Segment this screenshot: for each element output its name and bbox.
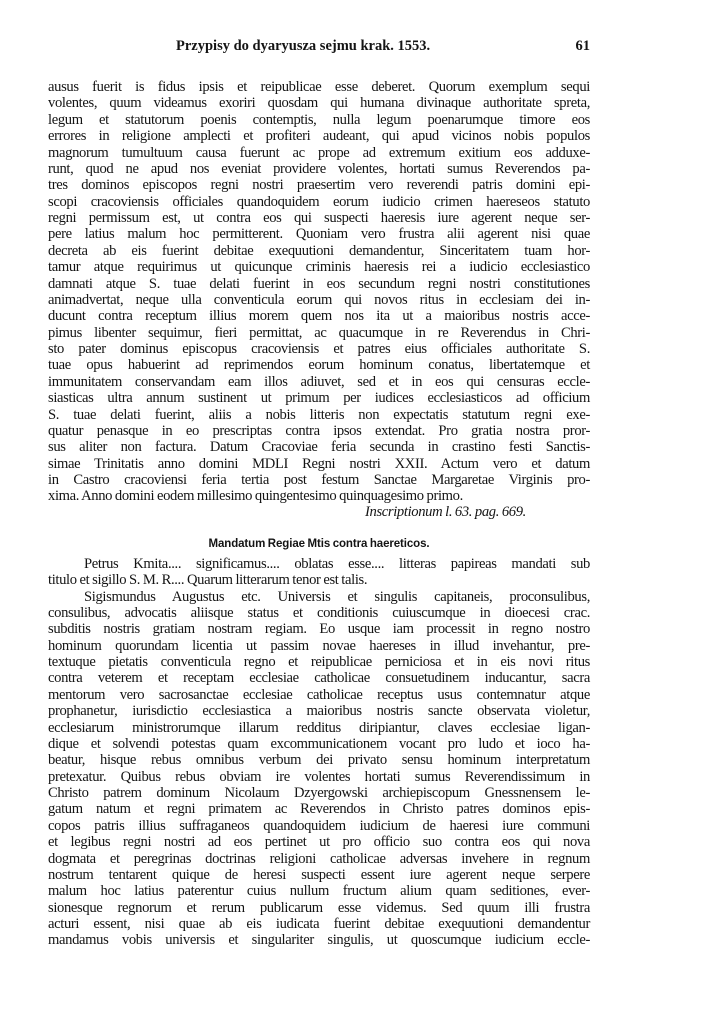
page-body xyxy=(48,79,590,949)
text-line: ducunt contra receptum illius morem quem nos ita ut a maioribus nostris acce- xyxy=(48,308,590,325)
page-number: 61 xyxy=(575,38,590,54)
paragraph-letter-ending xyxy=(48,79,590,505)
text-line: legum et statutorum poenis contemptis, nulla legum poenarumque timore eos xyxy=(48,111,590,128)
text-line: beatur, hisque rebus omnibus verbum dei privato sensu hominum interpretatum xyxy=(48,752,590,769)
text-line: malum hoc latius paterentur cuius nullum fructum alium quam seditiones, ever- xyxy=(48,883,590,900)
text-line: decreta ab eis fuerint debitae exequutioni demandentur, Sinceritatem tuam hor- xyxy=(48,242,590,259)
text-line: ausus fuerit is fidus ipsis et reipublicae esse deberet. Quorum exemplum sequi xyxy=(48,79,590,95)
text-line: errores in religione amplecti et profiteri audeant, qui apud vicinos nobis populos xyxy=(48,128,590,145)
text-line: et legibus regni nostri ad eos pertinet ut pro officio suo contra eos qui nova xyxy=(48,834,590,851)
source-citation: Inscriptionum l. 63. pag. 669. xyxy=(364,503,526,520)
text-line: acturi essent, nisi quae ab eis iudicata fuerint debitae exequutioni demandentur xyxy=(48,916,590,932)
text-line: pretexatur. Quibus rebus obviam ire volentes hortati sumus Reverendissimum in xyxy=(48,768,590,785)
section-heading: Mandatum Regiae Mtis contra haereticos. xyxy=(208,537,430,550)
text-line: xima. Anno domini eodem millesimo quingentesimo quinquagesimo primo. xyxy=(48,488,463,505)
text-line: tuae opus habuerint ad reprimendos eorum hominum conatus, libertatemque et xyxy=(48,357,590,374)
text-line: hominum quorundam licentia ut passim novae haereses in illud invehantur, pre- xyxy=(48,637,590,654)
text-line: simae Trinitatis anno domini MDLI Regni nostri XXII. Actum vero et datum xyxy=(48,455,590,472)
text-line: nostrum tentarent quique de heresi suspecti essent iure agerent neque serpere xyxy=(48,866,590,883)
paragraph-mandate xyxy=(48,589,590,949)
text-line: magnorum tumultuum causa fuerunt ac prope ad extremum exitium eos adduxe- xyxy=(48,144,590,161)
text-line: dique et solvendi potestas quam excommunicationem vocant pro ludo et ioco ha- xyxy=(48,735,590,752)
running-header xyxy=(48,38,590,60)
text-line: immunitatem conservandam eam illos adiuvet, sed et in eos qui censuras eccle- xyxy=(48,373,590,390)
text-line: scopi cracoviensis officiales quandoquidem eorum iudicio crimen haereseos statuto xyxy=(48,193,590,210)
text-line: S. tuae delati fuerint, aliis a nobis litteris non expectatis statutum regni exe- xyxy=(48,406,590,423)
text-line: copos patris illius suffraganeos quandoquidem iudicium de haeresi iure communi xyxy=(48,817,590,834)
text-line: sus aliter non factura. Datum Cracoviae feria secunda in crastino festi Sanctis- xyxy=(48,439,590,456)
text-line: pimus libenter sequimur, fieri permittat, ac quacumque in re Reverendus in Chri- xyxy=(48,324,590,341)
text-line: textuque pietatis conventicula regno et reipublicae perniciosa et in eis novi ritus xyxy=(48,654,590,670)
running-title: Przypisy do dyaryusza sejmu krak. 1553. xyxy=(176,38,431,54)
text-line: quatur penasque in eo prescriptas contra ipsos extendat. Pro gratia nostra pror- xyxy=(48,422,590,439)
text-line: gatum natum et regni primatem ac Reverendos in Christo patres dominos epis- xyxy=(48,801,590,818)
text-line: regni permissum est, ut contra eos qui suspecti haeresis iure agerent neque ser- xyxy=(48,210,590,226)
text-line: volentes, quum videamus exoriri quosdam qui humana divinaque authoritate spreta, xyxy=(48,95,590,112)
text-line: tamur atque requirimus ut quicunque criminis haeresis rei a iudicio ecclesiastico xyxy=(48,259,590,276)
text-line: subditis nostris gratiam nostram regiam. Eo usque iam processit in regno nostro xyxy=(48,621,590,638)
text-line: ecclesiarum ministrorumque illarum redditus diripiantur, claves ecclesiae ligan- xyxy=(48,719,590,736)
text-line: mentorum vero sacrosanctae ecclesiae catholicae receptus usus contemnatur atque xyxy=(48,686,590,703)
text-line: titulo et sigillo S. M. R.... Quarum litterarum tenor est talis. xyxy=(48,572,368,589)
text-line: consulibus, advocatis aliisque status et conditionis cuiuscumque in dioecesi crac. xyxy=(48,604,590,621)
text-line: Sigismundus Augustus etc. Universis et singulis capitaneis, proconsulibus, xyxy=(84,588,590,605)
text-line: Petrus Kmita.... significamus.... oblatas esse.... litteras papireas mandati sub xyxy=(84,555,590,572)
text-line: animadvertat, neque ulla conventicula eorum qui novos ritus in ecclesiam dei in- xyxy=(48,291,590,308)
text-line: dogmata et peregrinas doctrinas religioni catholicae adversas invehere in regnum xyxy=(48,850,590,867)
paragraph-intro xyxy=(48,556,590,589)
text-line: siasticas ultra annum sustinent ut primum per iudices ecclesiasticos ad officium xyxy=(48,390,590,407)
text-line: Christo patrem dominum Nicolaum Dzyergowski archiepiscopum Gnessnensem le- xyxy=(48,785,590,801)
text-line: sionesque regnorum et rerum publicarum esse videmus. Sed quum illi frustra xyxy=(48,899,590,916)
text-line: sto pater dominus episcopus cracoviensis et patres eius officiales authoritate S. xyxy=(48,341,590,357)
text-line: tres dominos episcopos regni nostri praesertim vero reverendi patris domini epi- xyxy=(48,177,590,194)
text-line: in Castro cracoviensi feria tertia post festum Sanctae Margaretae Virginis pro- xyxy=(48,472,590,488)
text-line: mandamus vobis universis et singulariter singulis, ut quoscumque iudicium eccle- xyxy=(48,932,590,949)
text-line: runt, quod ne apud nos eveniat providere volentes, hortati sumus Reverendos pa- xyxy=(48,160,590,177)
text-line: damnati atque S. tuae delati fuerint in eos secundum regni nostri constitutiones xyxy=(48,275,590,292)
text-line: prophanetur, iurisdictio ecclesiastica a maioribus nostris sancte observata violetur, xyxy=(48,703,590,720)
text-line: pere latius malum hoc permitterent. Quoniam vero frustra alii agerent nisi quae xyxy=(48,226,590,243)
text-line: contra veterem et receptam ecclesiae catholicae consuetudinem inducantur, sacra xyxy=(48,670,590,687)
